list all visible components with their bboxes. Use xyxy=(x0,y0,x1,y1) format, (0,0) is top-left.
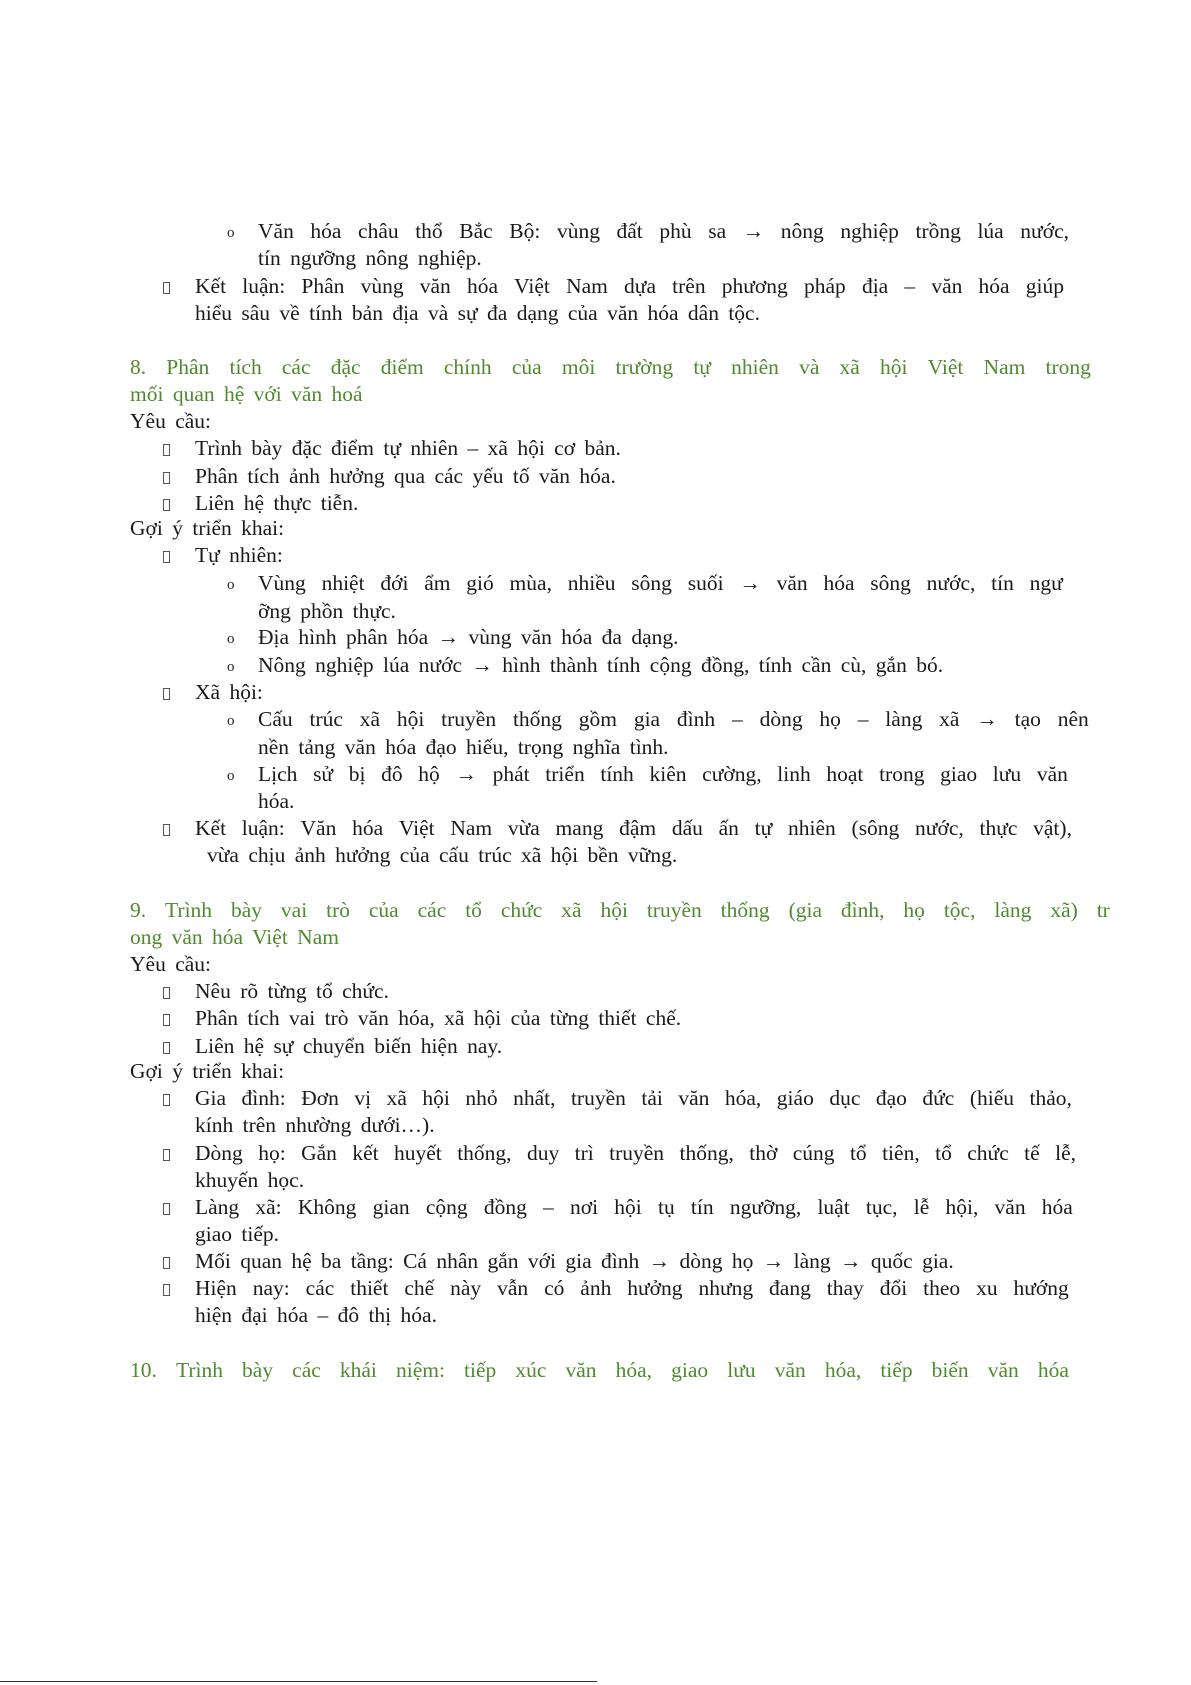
square-bullet-icon xyxy=(163,688,170,700)
square-bullet-icon xyxy=(163,472,170,484)
square-bullet-icon xyxy=(163,1042,170,1054)
text-line: tín ngưỡng nông nghiệp. xyxy=(258,246,482,270)
text-line: kính trên nhường dưới…). xyxy=(195,1113,435,1137)
text-line: hiện đại hóa – đô thị hóa. xyxy=(195,1303,437,1327)
square-bullet-icon xyxy=(163,499,170,511)
text-line: Địa hình phân hóa → vùng văn hóa đa dạng. xyxy=(258,625,679,649)
circle-bullet-icon: o xyxy=(227,577,235,593)
text-line: Làng xã: Không gian cộng đồng – nơi hội tụ tín ngưỡng, luật tục, lễ hội, văn hóa xyxy=(195,1195,1073,1219)
text-line: khuyến học. xyxy=(195,1168,305,1192)
text-line: Tự nhiên: xyxy=(195,543,283,567)
text-line: Phân tích ảnh hưởng qua các yếu tố văn hóa. xyxy=(195,464,616,488)
square-bullet-icon xyxy=(163,282,170,294)
text-line: Nêu rõ từng tổ chức. xyxy=(195,979,389,1003)
text-line: Lịch sử bị đô hộ → phát triển tính kiên cường, linh hoạt trong giao lưu văn xyxy=(258,762,1068,786)
text-line: Gia đình: Đơn vị xã hội nhỏ nhất, truyền tải văn hóa, giáo dục đạo đức (hiếu thảo, xyxy=(195,1086,1072,1110)
square-bullet-icon xyxy=(163,1257,170,1269)
square-bullet-icon xyxy=(163,1094,170,1106)
section-heading-8: 8. Phân tích các đặc điểm chính của môi trường tự nhiên và xã hội Việt Nam trong xyxy=(130,355,1091,379)
text-line: hiểu sâu về tính bản địa và sự đa dạng của văn hóa dân tộc. xyxy=(195,301,760,325)
section-heading-9: 9. Trình bày vai trò của các tổ chức xã hội truyền thống (gia đình, họ tộc, làng xã) tr xyxy=(130,898,1110,922)
square-bullet-icon xyxy=(163,444,170,456)
section-heading-8-cont: mối quan hệ với văn hoá xyxy=(130,382,363,406)
text-line: Xã hội: xyxy=(195,680,263,704)
text-line: Liên hệ sự chuyển biến hiện nay. xyxy=(195,1034,503,1058)
text-line: Phân tích vai trò văn hóa, xã hội của từng thiết chế. xyxy=(195,1006,682,1030)
label-suggestions: Gợi ý triển khai: xyxy=(130,516,285,540)
text-line: Hiện nay: các thiết chế này vẫn có ảnh hưởng nhưng đang thay đổi theo xu hướng xyxy=(195,1276,1069,1300)
section-heading-9-cont: ong văn hóa Việt Nam xyxy=(130,925,339,949)
text-line: Liên hệ thực tiễn. xyxy=(195,491,359,515)
text-line: Dòng họ: Gắn kết huyết thống, duy trì truyền thống, thờ cúng tổ tiên, tổ chức tế lễ, xyxy=(195,1141,1076,1165)
text-line: vừa chịu ảnh hưởng của cấu trúc xã hội bền vững. xyxy=(207,843,678,867)
text-line: ỡng phồn thực. xyxy=(258,599,396,623)
square-bullet-icon xyxy=(163,1149,170,1161)
label-requirements: Yêu cầu: xyxy=(130,409,212,433)
circle-bullet-icon: o xyxy=(227,713,235,729)
square-bullet-icon xyxy=(163,987,170,999)
square-bullet-icon xyxy=(163,1284,170,1296)
text-line: Văn hóa châu thổ Bắc Bộ: vùng đất phù sa → nông nghiệp trồng lúa nước, xyxy=(258,219,1069,243)
text-line: Nông nghiệp lúa nước → hình thành tính cộng đồng, tính cần cù, gắn bó. xyxy=(258,653,944,677)
text-line: giao tiếp. xyxy=(195,1222,280,1246)
text-line: Cấu trúc xã hội truyền thống gồm gia đình – dòng họ – làng xã → tạo nên xyxy=(258,707,1089,731)
circle-bullet-icon: o xyxy=(227,225,235,241)
square-bullet-icon xyxy=(163,1203,170,1215)
text-line: Trình bày đặc điểm tự nhiên – xã hội cơ bản. xyxy=(195,436,621,460)
circle-bullet-icon: o xyxy=(227,659,235,675)
section-heading-10: 10. Trình bày các khái niệm: tiếp xúc văn hóa, giao lưu văn hóa, tiếp biến văn hóa xyxy=(130,1358,1069,1382)
text-line: Mối quan hệ ba tầng: Cá nhân gắn với gia đình → dòng họ → làng → quốc gia. xyxy=(195,1249,954,1273)
square-bullet-icon xyxy=(163,824,170,836)
label-suggestions: Gợi ý triển khai: xyxy=(130,1059,285,1083)
text-line: Kết luận: Văn hóa Việt Nam vừa mang đậm dấu ấn tự nhiên (sông nước, thực vật), xyxy=(195,816,1072,840)
text-line: hóa. xyxy=(258,789,295,813)
circle-bullet-icon: o xyxy=(227,768,235,784)
text-line: Vùng nhiệt đới ẩm gió mùa, nhiều sông suối → văn hóa sông nước, tín ngư xyxy=(258,571,1063,595)
square-bullet-icon xyxy=(163,551,170,563)
text-line: Kết luận: Phân vùng văn hóa Việt Nam dựa trên phương pháp địa – văn hóa giúp xyxy=(195,274,1064,298)
text-line: nền tảng văn hóa đạo hiếu, trọng nghĩa tình. xyxy=(258,735,669,759)
circle-bullet-icon: o xyxy=(227,631,235,647)
footer-divider xyxy=(0,1681,597,1682)
square-bullet-icon xyxy=(163,1014,170,1026)
label-requirements: Yêu cầu: xyxy=(130,952,212,976)
